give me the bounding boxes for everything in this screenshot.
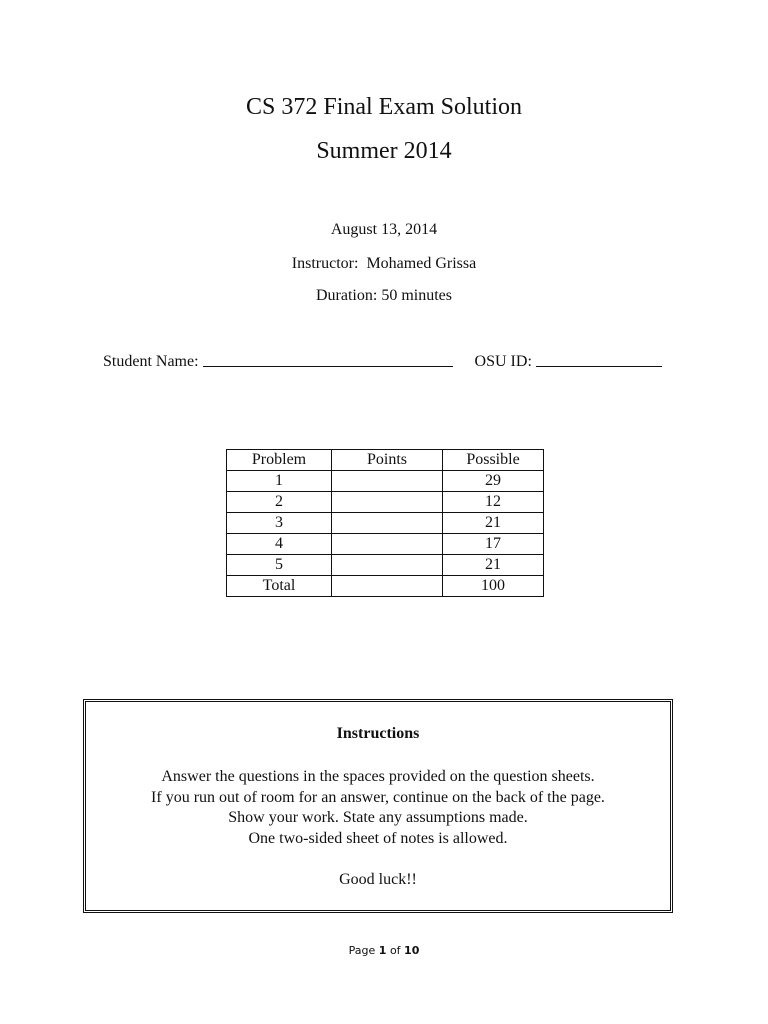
osu-id-blank[interactable] (536, 352, 662, 367)
score-cell: 4 (227, 534, 332, 555)
page-total: 10 (404, 944, 420, 957)
score-cell: 100 (443, 576, 544, 597)
instruction-line: Show your work. State any assumptions made. (228, 809, 528, 826)
osu-id-label: OSU ID: (474, 353, 532, 370)
good-luck-text: Good luck!! (339, 871, 417, 888)
score-table-row (227, 513, 544, 534)
score-table-row (227, 492, 544, 513)
exam-term: Summer 2014 (316, 138, 452, 164)
points-cell[interactable] (332, 576, 443, 597)
instructions-box (83, 699, 673, 913)
score-header-cell: Possible (443, 450, 544, 471)
score-table-row (227, 471, 544, 492)
student-name-label: Student Name: (103, 353, 199, 370)
instructions-title: Instructions (336, 725, 420, 742)
score-header-cell: Problem (227, 450, 332, 471)
page-current: 1 (378, 944, 387, 957)
instruction-line: Answer the questions in the spaces provided on the question sheets. (161, 768, 595, 785)
score-table-row (227, 576, 544, 597)
student-name-blank[interactable] (203, 352, 453, 367)
student-info-row (103, 351, 662, 372)
page-of-word: of (389, 944, 401, 957)
page-number (0, 943, 768, 959)
score-table-row (227, 534, 544, 555)
score-cell: 17 (443, 534, 544, 555)
score-table (226, 449, 544, 597)
score-cell: 1 (227, 471, 332, 492)
points-cell[interactable] (332, 492, 443, 513)
score-table-row (227, 555, 544, 576)
instructor-name: Mohamed Grissa (366, 255, 477, 272)
instructor-label: Instructor: (291, 255, 359, 272)
score-cell: 21 (443, 555, 544, 576)
score-cell: 3 (227, 513, 332, 534)
instructor-line (0, 254, 768, 274)
instruction-line: If you run out of room for an answer, continue on the back of the page. (151, 788, 605, 806)
points-cell[interactable] (332, 534, 443, 555)
exam-duration: Duration: 50 minutes (316, 287, 452, 304)
score-cell: 21 (443, 513, 544, 534)
points-cell[interactable] (332, 471, 443, 492)
score-header-cell: Points (332, 450, 443, 471)
score-table-header (227, 450, 544, 471)
exam-date: August 13, 2014 (330, 221, 438, 238)
exam-title: CS 372 Final Exam Solution (245, 94, 523, 120)
instructions-lines (86, 767, 670, 849)
score-cell: Total (227, 576, 332, 597)
score-cell: 12 (443, 492, 544, 513)
points-cell[interactable] (332, 555, 443, 576)
score-cell: 29 (443, 471, 544, 492)
points-cell[interactable] (332, 513, 443, 534)
page-word: Page (348, 944, 376, 957)
score-cell: 2 (227, 492, 332, 513)
score-cell: 5 (227, 555, 332, 576)
instruction-line: One two-sided sheet of notes is allowed. (248, 829, 508, 847)
